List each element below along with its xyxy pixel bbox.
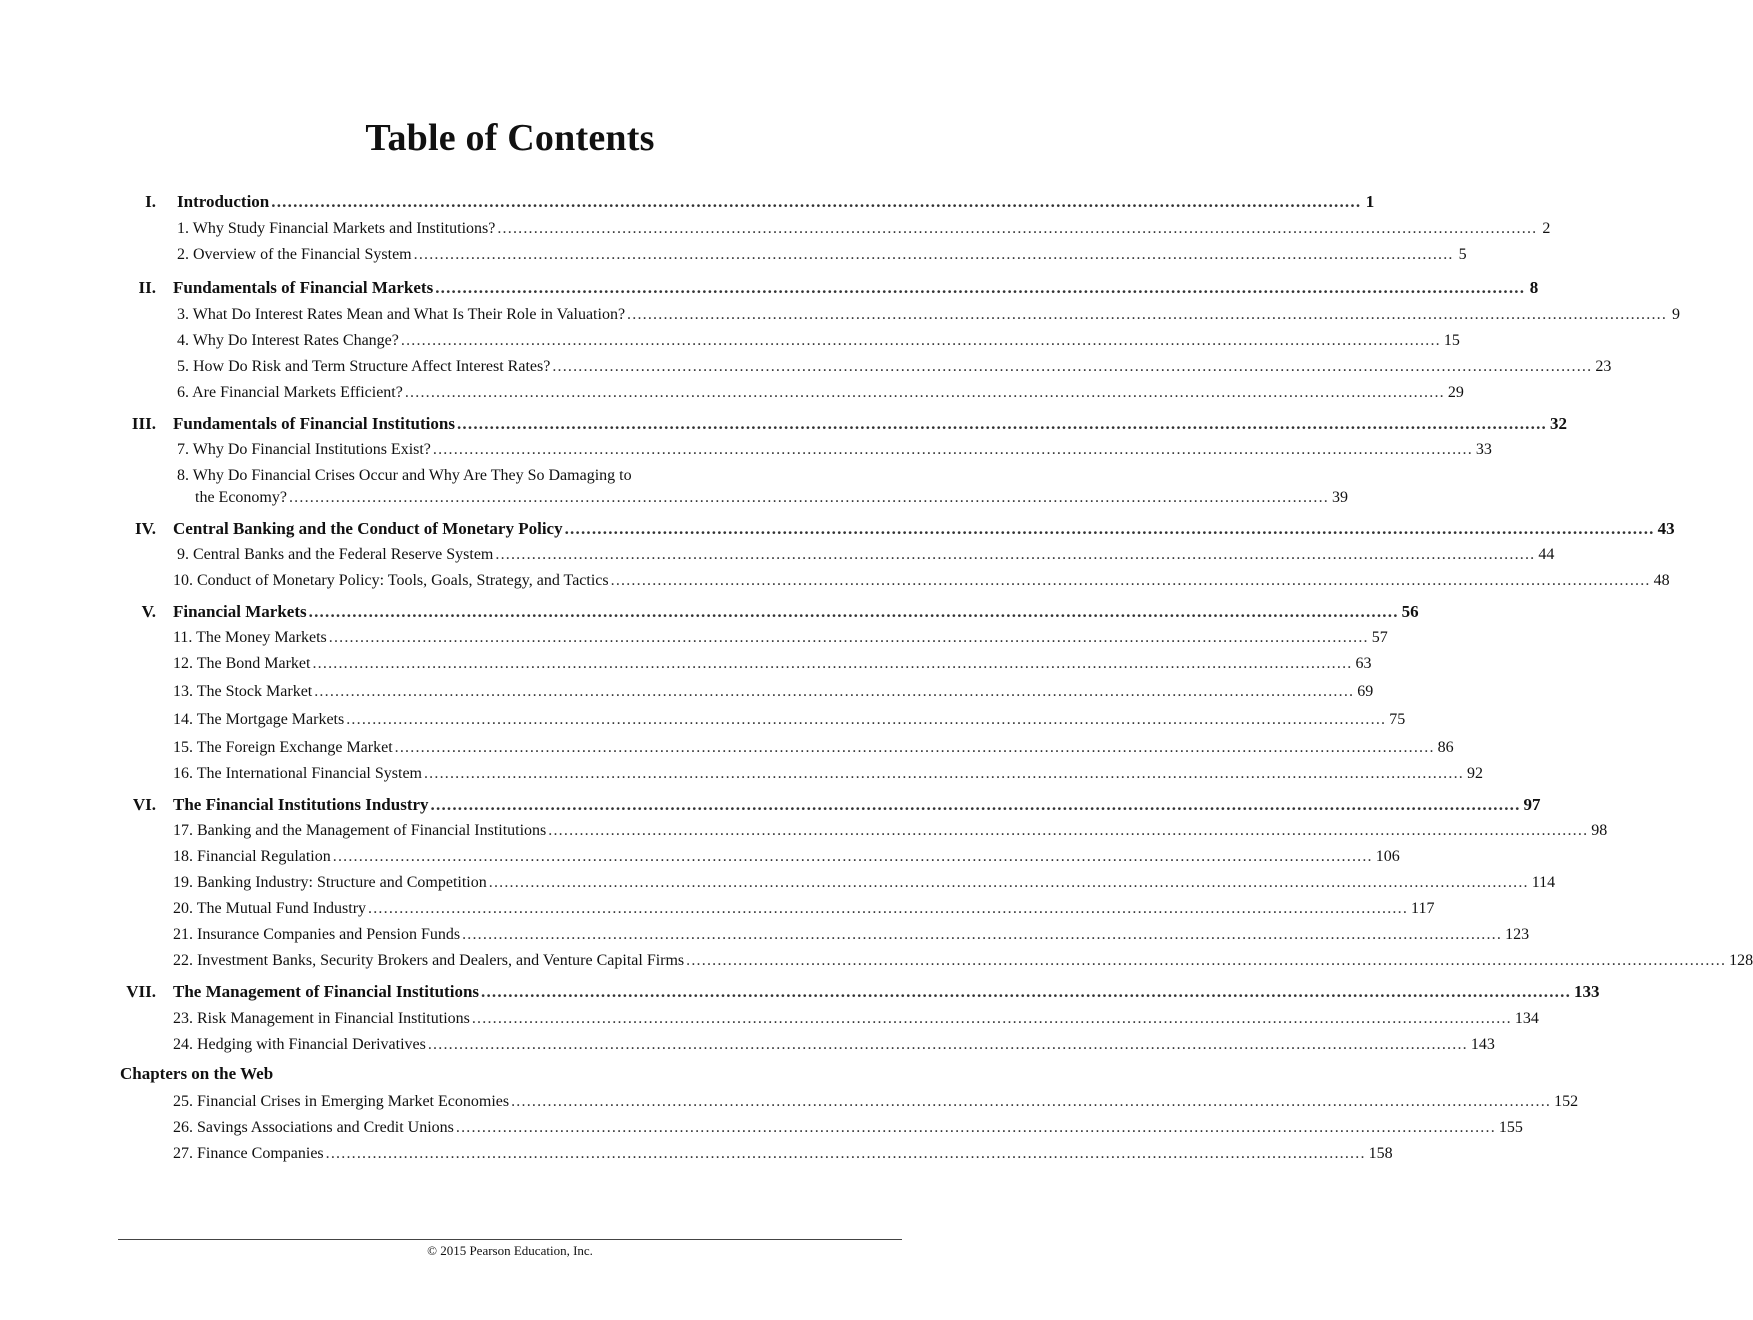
page-number: 32 — [1549, 414, 1567, 433]
chapter-title: 22. Investment Banks, Security Brokers and Dealers, and Venture Capital Firms — [173, 952, 685, 969]
chapter-title: 9. Central Banks and the Federal Reserve System — [177, 546, 494, 563]
page-number: 2 — [1542, 220, 1551, 237]
dot-leader: ........................................................................................................................................................................................................ — [308, 602, 1399, 621]
chapter-row[interactable] — [177, 303, 1681, 327]
dot-leader: ........................................................................................................................................................................................................ — [413, 246, 1454, 263]
chapter-row[interactable] — [177, 381, 1464, 405]
dot-leader: ........................................................................................................................................................................................................ — [430, 795, 1521, 814]
page-number: 75 — [1389, 711, 1406, 728]
chapter-row[interactable] — [173, 949, 1753, 973]
part-numeral: IV. — [135, 519, 156, 538]
chapter-title: 18. Financial Regulation — [173, 848, 331, 865]
page-number: 15 — [1443, 332, 1460, 349]
chapter-row[interactable] — [195, 486, 1348, 510]
chapter-title: 25. Financial Crises in Emerging Market Economies — [173, 1093, 510, 1110]
chapter-title: 6. Are Financial Markets Efficient? — [177, 384, 403, 401]
part-row[interactable] — [173, 793, 1541, 817]
part-numeral: I. — [145, 192, 156, 211]
page-number: 8 — [1529, 278, 1539, 297]
page-number: 98 — [1591, 822, 1608, 839]
dot-leader: ........................................................................................................................................................................................................ — [481, 982, 1572, 1001]
chapter-row[interactable] — [173, 871, 1556, 895]
part-row[interactable] — [173, 276, 1539, 300]
chapter-row[interactable] — [173, 1033, 1495, 1057]
page-number: 5 — [1458, 246, 1467, 263]
page-number: 63 — [1355, 655, 1372, 672]
chapter-row[interactable] — [173, 736, 1454, 760]
page-number: 155 — [1498, 1119, 1523, 1136]
chapter-row[interactable] — [177, 355, 1612, 379]
dot-leader: ........................................................................................................................................................................................................ — [564, 519, 1655, 538]
part-row[interactable] — [173, 517, 1675, 541]
dot-leader: ........................................................................................................................................................................................................ — [271, 192, 1362, 211]
page-number: 123 — [1505, 926, 1530, 943]
chapter-row[interactable] — [173, 1090, 1579, 1114]
chapter-title: 16. The International Financial System — [173, 765, 422, 782]
chapter-row[interactable] — [173, 923, 1530, 947]
web-section-heading: Chapters on the Web — [120, 1064, 274, 1083]
page-number: 56 — [1401, 602, 1419, 621]
page-number: 69 — [1357, 683, 1374, 700]
chapter-title: 13. The Stock Market — [173, 683, 313, 700]
page-number: 48 — [1653, 572, 1670, 589]
chapter-row[interactable] — [177, 329, 1460, 353]
page-number: 86 — [1437, 739, 1454, 756]
chapter-title: 15. The Foreign Exchange Market — [173, 739, 393, 756]
part-title: The Financial Institutions Industry — [173, 795, 429, 814]
chapter-title-continued: the Economy? — [195, 489, 287, 506]
chapter-title: 2. Overview of the Financial System — [177, 246, 412, 263]
part-row[interactable] — [177, 190, 1375, 214]
chapter-row[interactable] — [173, 1142, 1393, 1166]
dot-leader: ........................................................................................................................................................................................................ — [394, 739, 1435, 756]
dot-leader: ........................................................................................................................................................................................................ — [497, 220, 1538, 237]
dot-leader: ........................................................................................................................................................................................................ — [462, 926, 1503, 943]
chapter-row[interactable] — [177, 217, 1551, 241]
dot-leader: ........................................................................................................................................................................................................ — [488, 874, 1529, 891]
dot-leader: ........................................................................................................................................................................................................ — [627, 306, 1668, 323]
chapter-title: 3. What Do Interest Rates Mean and What Is Their Role in Valuation? — [177, 306, 626, 323]
page-number: 117 — [1411, 900, 1435, 917]
dot-leader: ........................................................................................................................................................................................................ — [288, 489, 1329, 506]
chapter-title: 11. The Money Markets — [173, 629, 327, 646]
page-number: 133 — [1574, 982, 1600, 1001]
part-title: Introduction — [177, 192, 270, 211]
page-number: 23 — [1595, 358, 1612, 375]
dot-leader: ........................................................................................................................................................................................................ — [325, 1145, 1366, 1162]
part-title: Fundamentals of Financial Markets — [173, 278, 434, 297]
dot-leader: ........................................................................................................................................................................................................ — [511, 1093, 1552, 1110]
page-number: 1 — [1365, 192, 1375, 211]
page-number: 134 — [1514, 1010, 1539, 1027]
part-row[interactable] — [173, 980, 1600, 1004]
chapter-label-line-one[interactable]: 8. Why Do Financial Crises Occur and Why Are They So Damaging to — [177, 467, 632, 484]
dot-leader: ........................................................................................................................................................................................................ — [346, 711, 1387, 728]
dot-leader: ........................................................................................................................................................................................................ — [368, 900, 1409, 917]
chapter-title: 5. How Do Risk and Term Structure Affect Interest Rates? — [177, 358, 551, 375]
page-title: Table of Contents — [365, 117, 655, 159]
page-number: 33 — [1475, 441, 1492, 458]
dot-leader: ........................................................................................................................................................................................................ — [552, 358, 1593, 375]
part-numeral: III. — [131, 414, 156, 433]
chapter-title: 24. Hedging with Financial Derivatives — [173, 1036, 426, 1053]
part-title: The Management of Financial Institutions — [173, 982, 480, 1001]
chapter-row[interactable] — [177, 543, 1555, 567]
chapter-title: 23. Risk Management in Financial Institutions — [173, 1010, 470, 1027]
dot-leader: ........................................................................................................................................................................................................ — [328, 629, 1369, 646]
dot-leader: ........................................................................................................................................................................................................ — [332, 848, 1373, 865]
part-numeral: V. — [141, 602, 156, 621]
page-number: 152 — [1554, 1093, 1579, 1110]
chapter-row[interactable] — [173, 1116, 1523, 1140]
chapter-title: 12. The Bond Market — [173, 655, 311, 672]
chapter-row[interactable] — [177, 243, 1467, 267]
chapter-row[interactable] — [177, 438, 1492, 462]
page-number: 9 — [1672, 306, 1681, 323]
chapter-title: 1. Why Study Financial Markets and Institutions? — [177, 220, 496, 237]
page-number: 97 — [1523, 795, 1541, 814]
dot-leader: ........................................................................................................................................................................................................ — [455, 1119, 1496, 1136]
part-title: Financial Markets — [173, 602, 307, 621]
dot-leader: ........................................................................................................................................................................................................ — [400, 332, 1441, 349]
page-number: 106 — [1375, 848, 1400, 865]
chapter-title: 4. Why Do Interest Rates Change? — [177, 332, 399, 349]
chapter-row[interactable] — [173, 762, 1483, 786]
part-row[interactable] — [173, 600, 1419, 624]
chapter-row[interactable] — [173, 652, 1372, 676]
chapter-title: 14. The Mortgage Markets — [173, 711, 345, 728]
page-number: 29 — [1447, 384, 1464, 401]
page-number: 44 — [1538, 546, 1555, 563]
part-numeral: VI. — [132, 795, 156, 814]
chapter-title: 26. Savings Associations and Credit Unions — [173, 1119, 454, 1136]
page-number: 92 — [1466, 765, 1483, 782]
page-number: 158 — [1368, 1145, 1393, 1162]
dot-leader: ........................................................................................................................................................................................................ — [610, 572, 1651, 589]
chapter-row[interactable] — [173, 845, 1400, 869]
dot-leader: ........................................................................................................................................................................................................ — [686, 952, 1727, 969]
chapter-title: 19. Banking Industry: Structure and Competition — [173, 874, 487, 891]
dot-leader: ........................................................................................................................................................................................................ — [548, 822, 1589, 839]
page-number: 128 — [1729, 952, 1753, 969]
dot-leader: ........................................................................................................................................................................................................ — [435, 278, 1526, 297]
chapter-row[interactable] — [173, 819, 1608, 843]
chapter-title: 7. Why Do Financial Institutions Exist? — [177, 441, 431, 458]
page-number: 57 — [1371, 629, 1388, 646]
part-numeral: II. — [138, 278, 156, 297]
dot-leader: ........................................................................................................................................................................................................ — [404, 384, 1445, 401]
chapter-title: 10. Conduct of Monetary Policy: Tools, Goals, Strategy, and Tactics — [173, 572, 609, 589]
dot-leader: ........................................................................................................................................................................................................ — [427, 1036, 1468, 1053]
page-number: 39 — [1331, 489, 1348, 506]
chapter-title: 21. Insurance Companies and Pension Funds — [173, 926, 461, 943]
dot-leader: ........................................................................................................................................................................................................ — [314, 683, 1355, 700]
chapter-title: 20. The Mutual Fund Industry — [173, 900, 367, 917]
copyright-footer: © 2015 Pearson Education, Inc. — [427, 1243, 593, 1258]
dot-leader: ........................................................................................................................................................................................................ — [495, 546, 1536, 563]
part-title: Fundamentals of Financial Institutions — [173, 414, 455, 433]
chapter-row[interactable] — [173, 626, 1388, 650]
page-number: 43 — [1657, 519, 1675, 538]
chapter-title: 27. Finance Companies — [173, 1145, 324, 1162]
chapter-row[interactable] — [173, 897, 1435, 921]
part-numeral: VII. — [126, 982, 156, 1001]
page-number: 114 — [1531, 874, 1556, 891]
part-row[interactable] — [173, 412, 1567, 436]
footer-divider — [118, 1239, 902, 1240]
dot-leader: ........................................................................................................................................................................................................ — [471, 1010, 1512, 1027]
chapter-row[interactable] — [173, 680, 1374, 704]
part-title: Central Banking and the Conduct of Monetary Policy — [173, 519, 563, 538]
chapter-row[interactable] — [173, 1007, 1539, 1031]
dot-leader: ........................................................................................................................................................................................................ — [432, 441, 1473, 458]
dot-leader: ........................................................................................................................................................................................................ — [312, 655, 1353, 672]
chapter-title: 17. Banking and the Management of Financial Institutions — [173, 822, 547, 839]
page-number: 143 — [1470, 1036, 1495, 1053]
dot-leader: ........................................................................................................................................................................................................ — [423, 765, 1464, 782]
chapter-row[interactable] — [173, 569, 1670, 593]
dot-leader: ........................................................................................................................................................................................................ — [456, 414, 1547, 433]
chapter-row[interactable] — [173, 708, 1406, 732]
